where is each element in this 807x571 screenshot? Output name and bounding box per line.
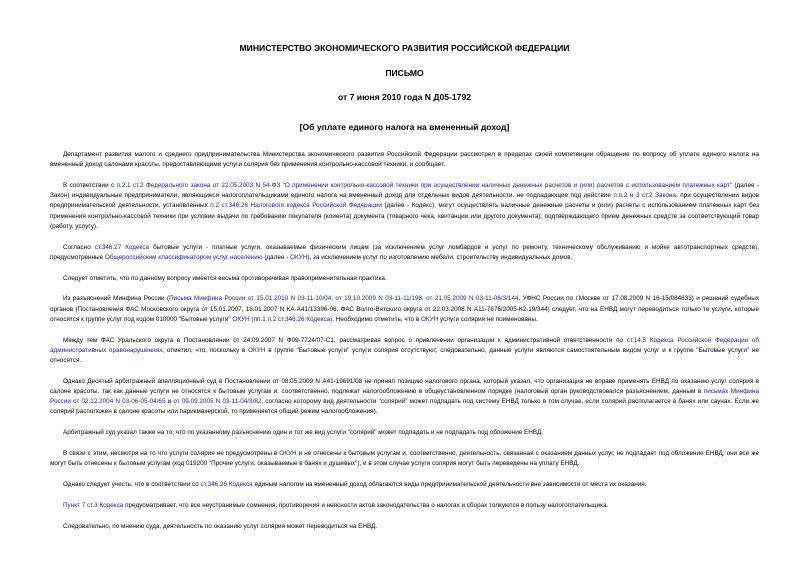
document-link[interactable]: ОКУН <box>248 346 266 354</box>
paragraph-text: и не отнесены к бытовым услугам и, соответственно, деятельность, связанная с оказанием данных услуг, не подпадает под обложение ЕНВД, они все же могут быть отнесены к бытовым услугам (код 019200 "Прочие услуги, оказываемые в банях и душевых"), и в этом случае услуги солярия могут быть переведены на уплату ЕНВД. <box>50 450 759 468</box>
paragraph <box>50 336 759 367</box>
paragraph <box>50 243 759 263</box>
document-link[interactable]: ОКУН (пп.1 п.2 ст.346.26 Кодекса) <box>232 315 333 323</box>
paragraph-text: , УФНС России по г.Москве от 17.08.2009 N 16-15/084833) и решений судебных органов (Постановления ФАС Московского округа от 15.01.2007, 18.01.2007 N КА-А41/13396-06, ФАС Волго-Вятского округа от 22.03.2008 N А11-7676/2005-К2-19/344) следует, что на ЕНВД могут переводиться только те услуги, которые относятся к группе услуг под кодом 010000 "Бытовые услуги" <box>50 295 759 323</box>
paragraph-text: Согласно <box>63 243 95 251</box>
paragraph-text: Однако Десятый арбитражный апелляционный суд в Постановлении от 08.05.2009 N А41-19691/08 не принял позицию налогового органа, который указал, что организация не вправе применять ЕНВД по оказанию услуг солярия в салоне красоты, так как данные услуги не относятся к бытовым услугам и, соответственно, подлежат налогообложению в общеустановленном порядке (налоговый орган руководствовался разъяснением, данным в <box>50 377 759 396</box>
document-link[interactable]: ОКУН <box>290 253 308 261</box>
paragraph <box>50 449 759 469</box>
paragraph-text: . Необходимо отметить, что в <box>332 315 421 323</box>
ministry-title: МИНИСТЕРСТВО ЭКОНОМИЧЕСКОГО РАЗВИТИЯ РОССИЙСКОЙ ФЕДЕРАЦИИ <box>239 43 570 53</box>
paragraph-text: единым налогом на вмененный доход облагаются виды предпринимательской деятельности вне зависимости от места их оказания. <box>252 481 647 489</box>
document-link[interactable]: п.2.1 ст.2 Федерального закона от 22.05.2003 N 54-ФЗ "О применении контрольно-кассовой техники при осуществлении наличных денежных расчетов и (или) расчетов с использованием платежных карт" <box>116 182 733 189</box>
paragraph-text: , отметил, что, поскольку в <box>162 346 249 354</box>
paragraph-text: и <box>165 398 174 406</box>
paragraph-text: В связи с этим, несмотря на то что услуги солярия не предусмотрены в <box>63 450 280 458</box>
document-link[interactable]: п.2 ст.346.26 Налогового кодекса Российской Федерации <box>210 202 382 210</box>
paragraph <box>50 274 759 284</box>
paragraph-text: Арбитражный суд указал также на то, что по указанному разъяснению один и тот же вид услуги "солярий" может подпадать и не подпадать под обложение ЕНВД. <box>63 429 544 437</box>
paragraph-text: ), за исключением услуг по изготовлению мебели, строительству индивидуальных домов. <box>307 253 573 261</box>
paragraph-text: В соответствии с <box>63 182 117 189</box>
paragraph <box>50 522 759 532</box>
paragraph-text: (далее - Кодекс), могут осуществлять наличные денежные расчеты и (или) расчеты с использованием платежных карт без применения контрольно-кассовой техники при условии выдачи по требованию покупателя (клиента) документа (товарного чека, квитанции или другого документа), подтверждающего прием денежных средств за соответствующий товар (работу, услугу). <box>50 202 760 230</box>
paragraph-text: , при осуществлении видов предпринимательской деятельности, установленных <box>50 192 759 210</box>
document-link[interactable]: ст.346.26 Кодекса <box>200 481 253 489</box>
paragraph-text: (далее - Закон) индивидуальные предприниматели, являющиеся налогоплательщиками единого налога на вмененный доход для отдельных видов деятельности, не подпадающие под действие <box>50 182 759 200</box>
paragraph <box>50 377 759 418</box>
paragraph <box>50 294 759 325</box>
document-link[interactable]: Письма Минфина России от 15.01.2010 N 03-11-10/04, от 19.10.2009 N 03-11-11/198, от 21.05.2009 N 03-11-06/3/144 <box>169 295 519 303</box>
document-link[interactable]: письмах Минфина России от 02.12.2004 N 03-06-05-04/65 <box>50 388 760 406</box>
document-link[interactable]: Общероссийским классификатором услуг населению <box>104 253 263 261</box>
document-link[interactable]: ст.346.27 Кодекса <box>94 243 150 251</box>
paragraph-text: Из разъяснений Минфина России ( <box>63 295 170 303</box>
paragraph-text: Следовательно, по мнению суда, деятельность по оказанию услуг солярия может переводиться на ЕНВД. <box>63 522 378 530</box>
document-date-number: от 7 июня 2010 года N Д05-1792 <box>338 92 471 102</box>
paragraph-text: Следует отметить, что по данному вопросу имеется весьма противоречивая правоприменительная практика. <box>63 274 387 282</box>
paragraph-text: бытовые услуги - платные услуги, оказываемые физическим лицам (за исключением услуг ломбардов и услуг по ремонту, техническому обслуживанию и мойке автотранспортных средств), предусмотренные <box>50 243 759 261</box>
document-link[interactable]: ОКУН <box>420 315 439 323</box>
document-subject: [Об уплате единого налога на вмененный доход] <box>299 122 510 132</box>
paragraph-text: услуги солярия не поименованы. <box>438 315 538 323</box>
paragraph <box>50 501 759 511</box>
document-type: ПИСЬМО <box>385 68 424 78</box>
document-link[interactable]: п.п.2 и 3 ст.2 Закона <box>613 192 676 200</box>
paragraph-text: Департамент развития малого и среднего предпринимательства Министерства экономического развития Российской Федерации рассмотрел в пределах своей компетенции обращение по вопросу об уплате единого налога на вмененный доход салонами красоты, предоставляющими услуги солярия без применения контрольно-кассовой техники, и сообщает. <box>50 151 759 169</box>
document-link[interactable]: Пункт 7 ст.3 Кодекса <box>63 501 124 509</box>
paragraph-text: (далее - <box>262 253 291 261</box>
paragraph <box>50 181 759 232</box>
document-link[interactable]: от 09.09.2005 N 03-11-04/3/82 <box>173 398 262 406</box>
paragraph-text: предусматривает, что все неустранимые сомнения, противоречия и неясности актов законодательства о налогах и сборах толкуются в пользу налогоплательщика. <box>123 501 609 509</box>
paragraph <box>50 428 759 438</box>
document-link[interactable]: ст.14.5 Кодекса Российской Федерации об административных правонарушениях <box>50 336 759 354</box>
paragraph-text: в группе "Бытовые услуги" услуги солярия отсутствуют, следовательно, данные услуги являются самостоятельным видом услуг и к группе "Бытовые услуги" не относятся. <box>50 346 759 365</box>
paragraph <box>50 480 759 490</box>
paragraph <box>50 150 759 170</box>
document-link[interactable]: ОКУН <box>279 450 297 458</box>
paragraph-text: Однако следует учесть, что в соответствии со <box>63 481 201 489</box>
paragraph-text: Между тем ФАС Уральского округа в Постановлении от 24.09.2007 N Ф09-7724/07-С1, рассматривая вопрос о привлечении организации к административной ответственности по <box>63 336 627 344</box>
document-body <box>50 150 759 532</box>
paragraph-text: , согласно которому вид деятельности "солярий" может подпадать под систему ЕНВД только в том случае, если солярий располагается в банях или саунах. Если же солярий расположен в салоне красоты или парикмахерской, то применяется общий режим налогообложения). <box>50 398 759 416</box>
